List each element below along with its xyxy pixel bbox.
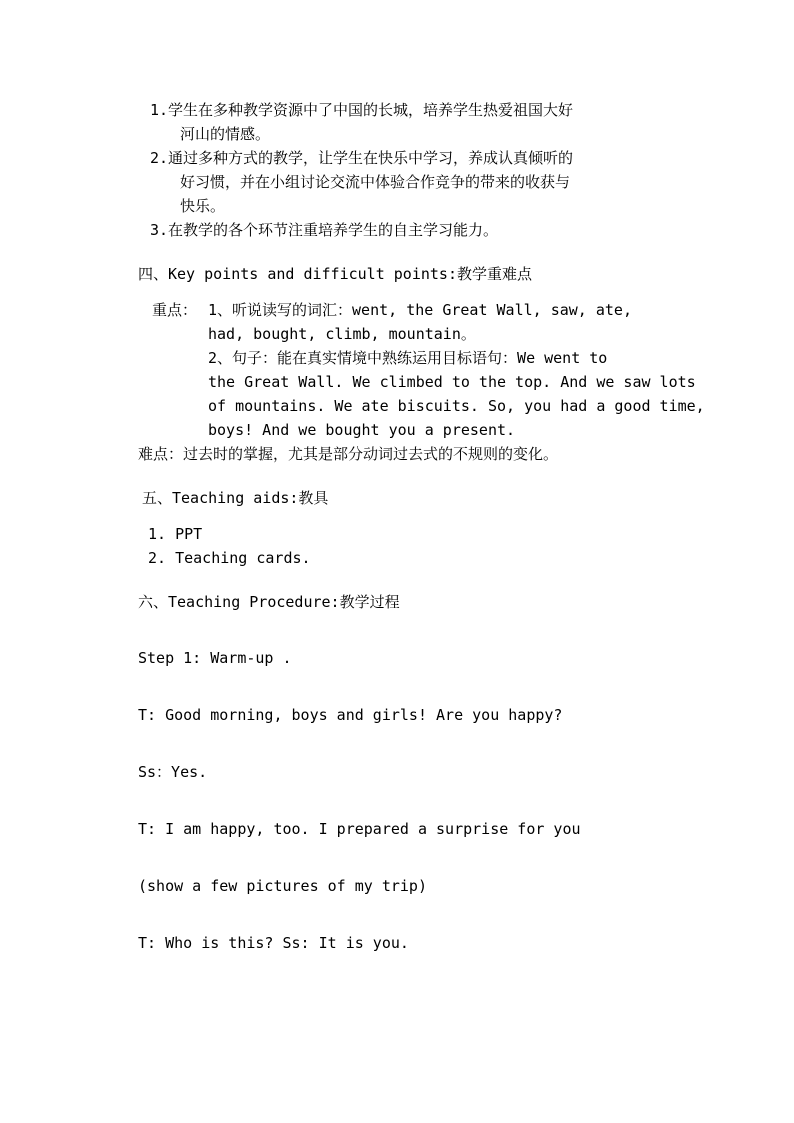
objective-item-3 xyxy=(150,218,498,242)
key-points-line: 1、听说读写的词汇：went, the Great Wall, saw, ate, xyxy=(208,301,632,319)
objective-text: 学生在多种教学资源中了中国的长城，培养学生热爱祖国大好 xyxy=(168,101,574,119)
dialogue-line: (show a few pictures of my trip) xyxy=(138,877,427,895)
objective-item-2-cont: 好习惯，并在小组讨论交流中体验合作竞争的带来的收获与 xyxy=(180,173,571,191)
section-6-heading: 六、Teaching Procedure:教学过程 xyxy=(138,593,400,611)
section-4-heading: 四、Key points and difficult points:教学重难点 xyxy=(138,265,532,283)
list-number: 2. xyxy=(150,149,169,167)
list-number: 1. xyxy=(150,101,169,119)
key-points-line: boys! And we bought you a present. xyxy=(208,421,516,439)
key-points-line: the Great Wall. We climbed to the top. And we saw lots xyxy=(208,373,696,391)
objective-text: 在教学的各个环节注重培养学生的自主学习能力。 xyxy=(168,221,499,239)
key-points-label: 重点： xyxy=(152,301,198,319)
dialogue-line: Ss：Yes. xyxy=(138,763,208,781)
dialogue-line: T: Who is this? Ss: It is you. xyxy=(138,934,409,952)
step-title: Step 1: Warm-up . xyxy=(138,649,292,667)
dialogue-line: T: Good morning, boys and girls! Are you happy? xyxy=(138,706,563,724)
objective-item-2-cont2: 快乐。 xyxy=(180,197,226,215)
objective-item-1-cont: 河山的情感。 xyxy=(180,125,271,143)
key-points-line: 2、句子：能在真实情境中熟练运用目标语句：We went to xyxy=(208,349,608,367)
difficult-points: 难点：过去时的掌握，尤其是部分动词过去式的不规则的变化。 xyxy=(138,445,559,463)
dialogue-line: T: I am happy, too. I prepared a surprise for you xyxy=(138,820,581,838)
list-number: 3. xyxy=(150,221,169,239)
section-5-heading: 五、Teaching aids:教具 xyxy=(142,489,329,507)
objective-item-1 xyxy=(150,98,573,122)
key-points-line: of mountains. We ate biscuits. So, you had a good time, xyxy=(208,397,705,415)
teaching-aid-item: 2. Teaching cards. xyxy=(148,549,311,567)
objective-item-2 xyxy=(150,146,573,170)
teaching-aid-item: 1. PPT xyxy=(148,525,203,543)
objective-text: 通过多种方式的教学，让学生在快乐中学习，养成认真倾听的 xyxy=(168,149,574,167)
key-points-line: had, bought, climb, mountain。 xyxy=(208,325,476,343)
